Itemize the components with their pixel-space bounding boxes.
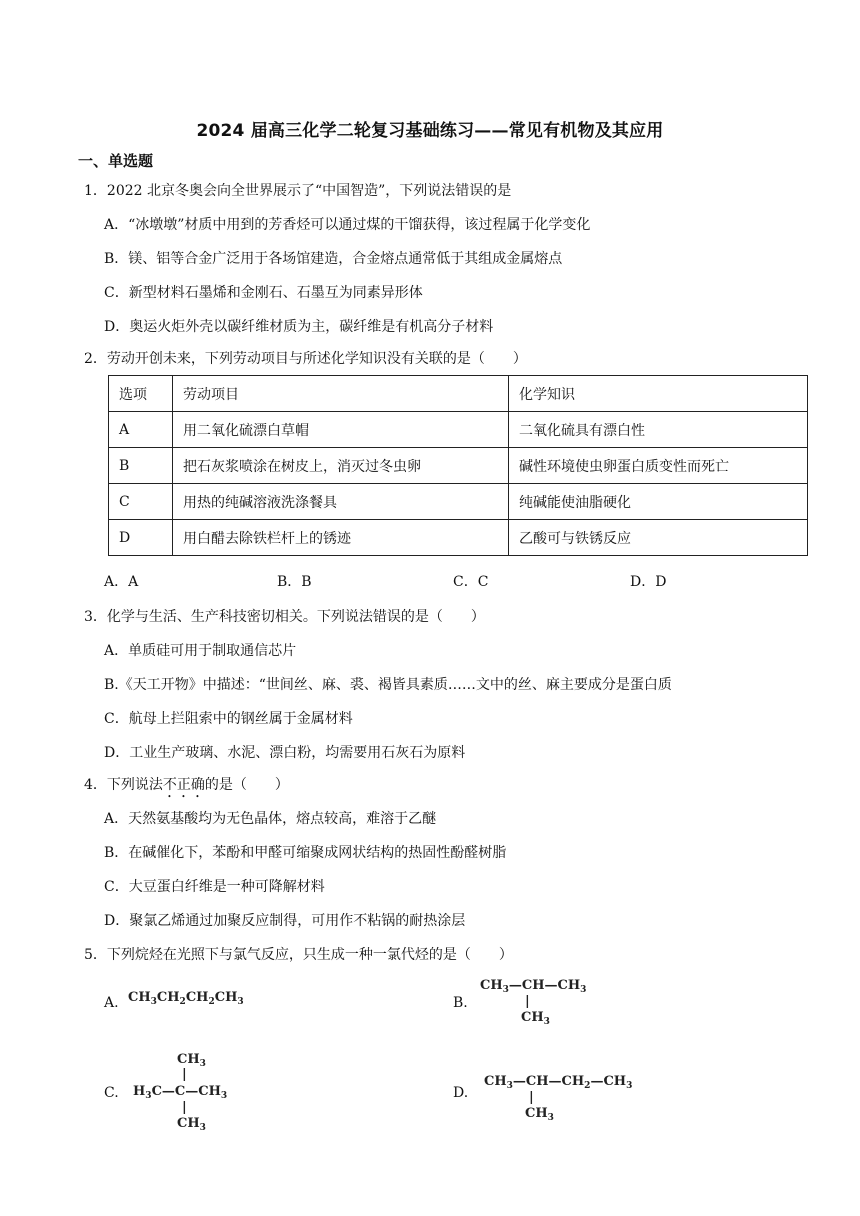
q3-option-b: B.《天工开物》中描述：“世间丝、麻、裘、褐皆具素质……文中的丝、麻主要成分是蛋白质 <box>104 677 672 693</box>
q5-option-d-label: D. <box>453 1085 469 1101</box>
table-header-cell: 化学知识 <box>509 376 808 412</box>
table-header-row <box>109 376 808 412</box>
table-row <box>109 520 808 556</box>
q5-option-b-label: B. <box>453 995 468 1011</box>
q2-choice-d: D．D <box>630 574 667 590</box>
table-cell: C <box>109 484 173 520</box>
q3-option-d: D．工业生产玻璃、水泥、漂白粉，均需要用石灰石为原料 <box>104 745 466 761</box>
table-cell: 乙酸可与铁锈反应 <box>509 520 808 556</box>
q1-option-d: D．奥运火炬外壳以碳纤维材质为主，碳纤维是有机高分子材料 <box>104 319 494 335</box>
table-cell: 用白醋去除铁栏杆上的锈迹 <box>173 520 509 556</box>
table-header-cell: 劳动项目 <box>173 376 509 412</box>
q4-stem <box>84 774 289 801</box>
section-heading: 一、单选题 <box>78 152 154 170</box>
table-cell: 碱性环境使虫卵蛋白质变性而死亡 <box>509 448 808 484</box>
q5-stem: 5．下列烷烃在光照下与氯气反应，只生成一种一氯代烃的是（ ） <box>84 947 513 963</box>
table-cell: 用热的纯碱溶液洗涤餐具 <box>173 484 509 520</box>
table-cell: 二氧化硫具有漂白性 <box>509 412 808 448</box>
page-title: 2024 届高三化学二轮复习基础练习——常见有机物及其应用 <box>196 121 664 141</box>
q5-formula-a: $CH_3CH_2CH_2CH_3$ <box>128 990 244 1007</box>
q2-table <box>108 375 808 556</box>
q1-option-a: A．“冰墩墩”材质中用到的芳香烃可以通过煤的干馏获得，该过程属于化学变化 <box>104 217 591 233</box>
q4-stem-pre: 4．下列说法 <box>84 777 163 793</box>
q4-option-c: C．大豆蛋白纤维是一种可降解材料 <box>104 879 325 895</box>
table-cell: 用二氧化硫漂白草帽 <box>173 412 509 448</box>
q2-choice-c: C．C <box>453 574 489 590</box>
table-header-cell: 选项 <box>109 376 173 412</box>
q4-option-d: D．聚氯乙烯通过加聚反应制得，可用作不粘锅的耐热涂层 <box>104 913 466 929</box>
q4-option-b: B．在碱催化下，苯酚和甲醛可缩聚成网状结构的热固性酚醛树脂 <box>104 845 507 861</box>
q5-option-c-label: C. <box>104 1085 119 1101</box>
table-cell: A <box>109 412 173 448</box>
table-cell: D <box>109 520 173 556</box>
q5-option-a-label: A. <box>104 995 119 1011</box>
table-row <box>109 484 808 520</box>
table-cell: B <box>109 448 173 484</box>
q4-option-a: A．天然氨基酸均为无色晶体，熔点较高，难溶于乙醚 <box>104 811 437 827</box>
table-row <box>109 412 808 448</box>
q4-stem-post: 的是（ ） <box>204 777 289 793</box>
q1-option-c: C．新型材料石墨烯和金刚石、石墨互为同素异形体 <box>104 285 423 301</box>
q4-stem-emphasis: 不正确 <box>162 777 205 793</box>
q3-stem: 3．化学与生活、生产科技密切相关。下列说法错误的是（ ） <box>84 609 485 625</box>
q2-stem: 2．劳动开创未来，下列劳动项目与所述化学知识没有关联的是（ ） <box>84 351 527 367</box>
q1-stem: 1．2022 北京冬奥会向全世界展示了“中国智造”，下列说法错误的是 <box>84 183 512 199</box>
q3-option-c: C．航母上拦阻索中的钢丝属于金属材料 <box>104 711 353 727</box>
table-cell: 把石灰浆喷涂在树皮上，消灭过冬虫卵 <box>173 448 509 484</box>
table-cell: 纯碱能使油脂硬化 <box>509 484 808 520</box>
table-row <box>109 448 808 484</box>
q1-option-b: B．镁、铝等合金广泛用于各场馆建造，合金熔点通常低于其组成金属熔点 <box>104 251 563 267</box>
q3-option-a: A．单质硅可用于制取通信芯片 <box>104 643 297 659</box>
q2-choice-a: A．A <box>104 574 139 590</box>
q2-choice-b: B．B <box>277 574 312 590</box>
